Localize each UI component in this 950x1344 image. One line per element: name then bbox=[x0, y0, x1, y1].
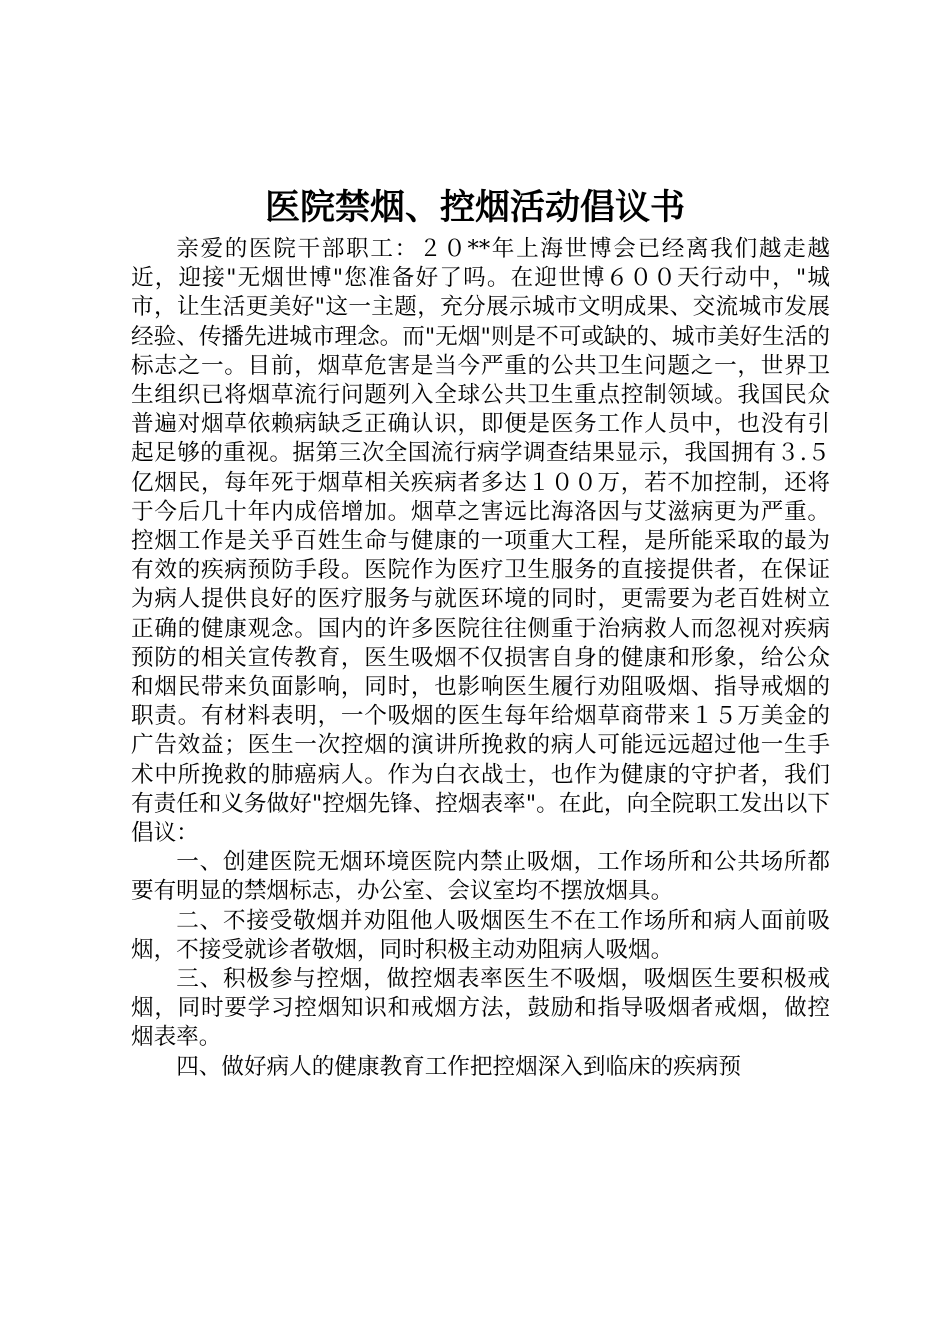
document-body bbox=[131, 235, 830, 1082]
paragraph-intro: 亲爱的医院干部职工：２０**年上海世博会已经离我们越走越近，迎接"无烟世博"您准备好了吗。在迎世博６００天行动中，"城市，让生活更美好"这一主题，充分展示城市文明成果、交流城市发展经验、传播先进城市理念。而"无烟"则是不可或缺的、城市美好生活的标志之一。目前，烟草危害是当今严重的公共卫生问题之一，世界卫生组织已将烟草流行问题列入全球公共卫生重点控制领域。我国民众普遍对烟草依赖病缺乏正确认识，即便是医务工作人员中，也没有引起足够的重视。据第三次全国流行病学调查结果显示，我国拥有３.５亿烟民，每年死于烟草相关疾病者多达１００万，若不加控制，还将于今后几十年内成倍增加。烟草之害远比海洛因与艾滋病更为严重。控烟工作是关乎百姓生命与健康的一项重大工程，是所能采取的最为有效的疾病预防手段。医院作为医疗卫生服务的直接提供者，在保证为病人提供良好的医疗服务与就医环境的同时，更需要为老百姓树立正确的健康观念。国内的许多医院往往侧重于治病救人而忽视对疾病预防的相关宣传教育，医生吸烟不仅损害自身的健康和形象，给公众和烟民带来负面影响，同时，也影响医生履行劝阻吸烟、指导戒烟的职责。有材料表明，一个吸烟的医生每年给烟草商带来１５万美金的广告效益；医生一次控烟的演讲所挽救的病人可能远远超过他一生手术中所挽救的肺癌病人。作为白衣战士，也作为健康的守护者，我们有责任和义务做好"控烟先锋、控烟表率"。在此，向全院职工发出以下倡议： bbox=[131, 236, 830, 847]
document-title: 医院禁烟、控烟活动倡议书 bbox=[264, 187, 685, 228]
paragraph-proposal-1: 一、创建医院无烟环境医院内禁止吸烟，工作场所和公共场所都要有明显的禁烟标志，办公室、会议室均不摆放烟具。 bbox=[131, 849, 830, 905]
paragraph-proposal-3: 三、积极参与控烟，做控烟表率医生不吸烟，吸烟医生要积极戒烟，同时要学习控烟知识和戒烟方法，鼓励和指导吸烟者戒烟，做控烟表率。 bbox=[131, 966, 830, 1051]
paragraph-proposal-4: 四、做好病人的健康教育工作把控烟深入到临床的疾病预 bbox=[176, 1053, 742, 1080]
paragraph-proposal-2: 二、不接受敬烟并劝阻他人吸烟医生不在工作场所和病人面前吸烟，不接受就诊者敬烟，同时积极主动劝阻病人吸烟。 bbox=[131, 907, 830, 963]
